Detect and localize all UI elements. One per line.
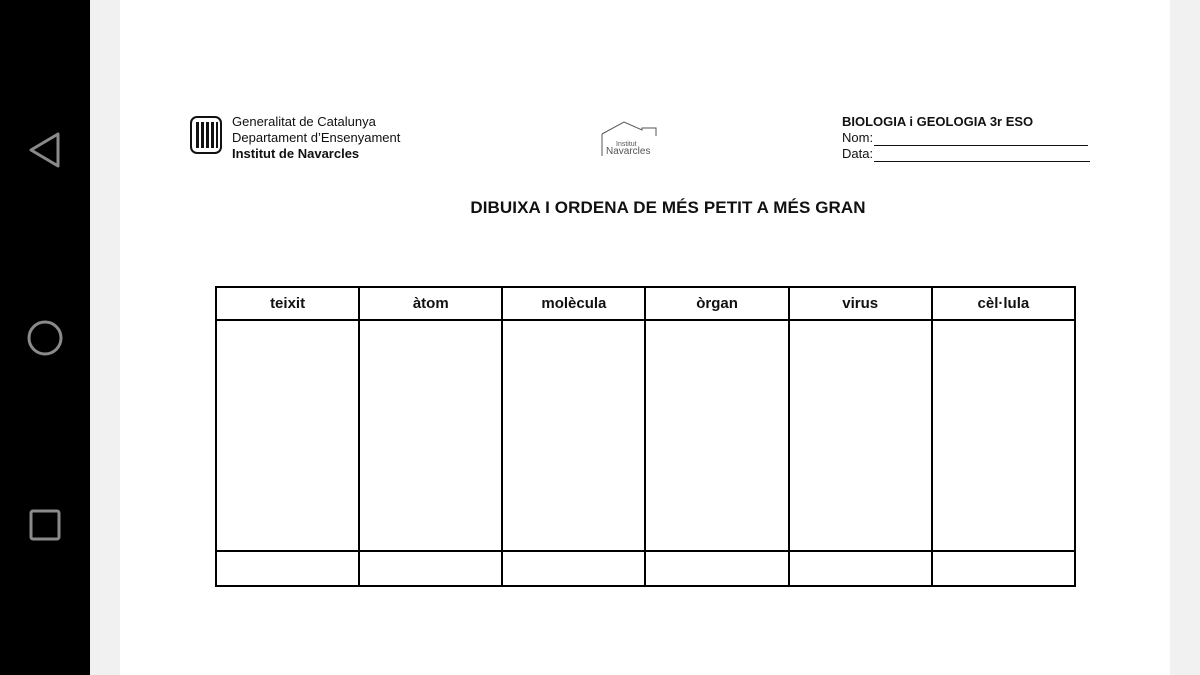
order-cell-teixit[interactable]	[216, 551, 359, 586]
name-label: Nom:	[842, 130, 874, 145]
drawing-row	[216, 320, 1075, 551]
drawing-cell-virus[interactable]	[789, 320, 932, 551]
worksheet-title: DIBUIXA I ORDENA DE MÉS PETIT A MÉS GRAN	[470, 198, 866, 217]
drawing-cell-organ[interactable]	[645, 320, 788, 551]
android-navigation-bar	[0, 0, 90, 675]
document-page	[120, 0, 1170, 675]
home-button[interactable]	[22, 315, 68, 361]
column-header-teixit: teixit	[216, 287, 359, 320]
drawing-cell-atom[interactable]	[359, 320, 502, 551]
column-header-cellula: cèl·lula	[932, 287, 1075, 320]
date-field-row	[842, 146, 1090, 162]
institution-line-1: Generalitat de Catalunya	[232, 114, 376, 129]
column-header-virus: virus	[789, 287, 932, 320]
back-button[interactable]	[22, 127, 68, 173]
institution-header	[190, 114, 400, 162]
generalitat-seal-icon	[190, 116, 222, 154]
column-header-molecula: molècula	[502, 287, 645, 320]
institution-text	[232, 114, 400, 162]
institut-navarcles-logo	[598, 116, 664, 162]
worksheet-table	[215, 286, 1076, 587]
student-info-header	[842, 114, 1090, 162]
logo-text-line2: Navarcles	[606, 146, 651, 157]
name-blank-line[interactable]	[874, 132, 1088, 146]
drawing-cell-teixit[interactable]	[216, 320, 359, 551]
order-cell-molecula[interactable]	[502, 551, 645, 586]
table-header-row	[216, 287, 1075, 320]
column-header-organ: òrgan	[645, 287, 788, 320]
drawing-cell-cellula[interactable]	[932, 320, 1075, 551]
institution-line-3: Institut de Navarcles	[232, 146, 360, 161]
drawing-cell-molecula[interactable]	[502, 320, 645, 551]
recent-square-icon	[28, 508, 62, 542]
date-blank-line[interactable]	[874, 148, 1090, 162]
order-cell-cellula[interactable]	[932, 551, 1075, 586]
logo-text-line1: Institut	[616, 141, 637, 148]
order-cell-organ[interactable]	[645, 551, 788, 586]
institution-line-2: Departament d’Ensenyament	[232, 130, 401, 145]
document-viewer[interactable]	[90, 0, 1200, 675]
order-cell-atom[interactable]	[359, 551, 502, 586]
order-cell-virus[interactable]	[789, 551, 932, 586]
order-row	[216, 551, 1075, 586]
name-field-row	[842, 130, 1090, 146]
column-header-atom: àtom	[359, 287, 502, 320]
home-circle-icon	[26, 319, 64, 357]
date-label: Data:	[842, 146, 874, 161]
recent-apps-button[interactable]	[22, 502, 68, 548]
back-triangle-icon	[28, 131, 62, 169]
subject-label: BIOLOGIA i GEOLOGIA 3r ESO	[842, 114, 1034, 129]
